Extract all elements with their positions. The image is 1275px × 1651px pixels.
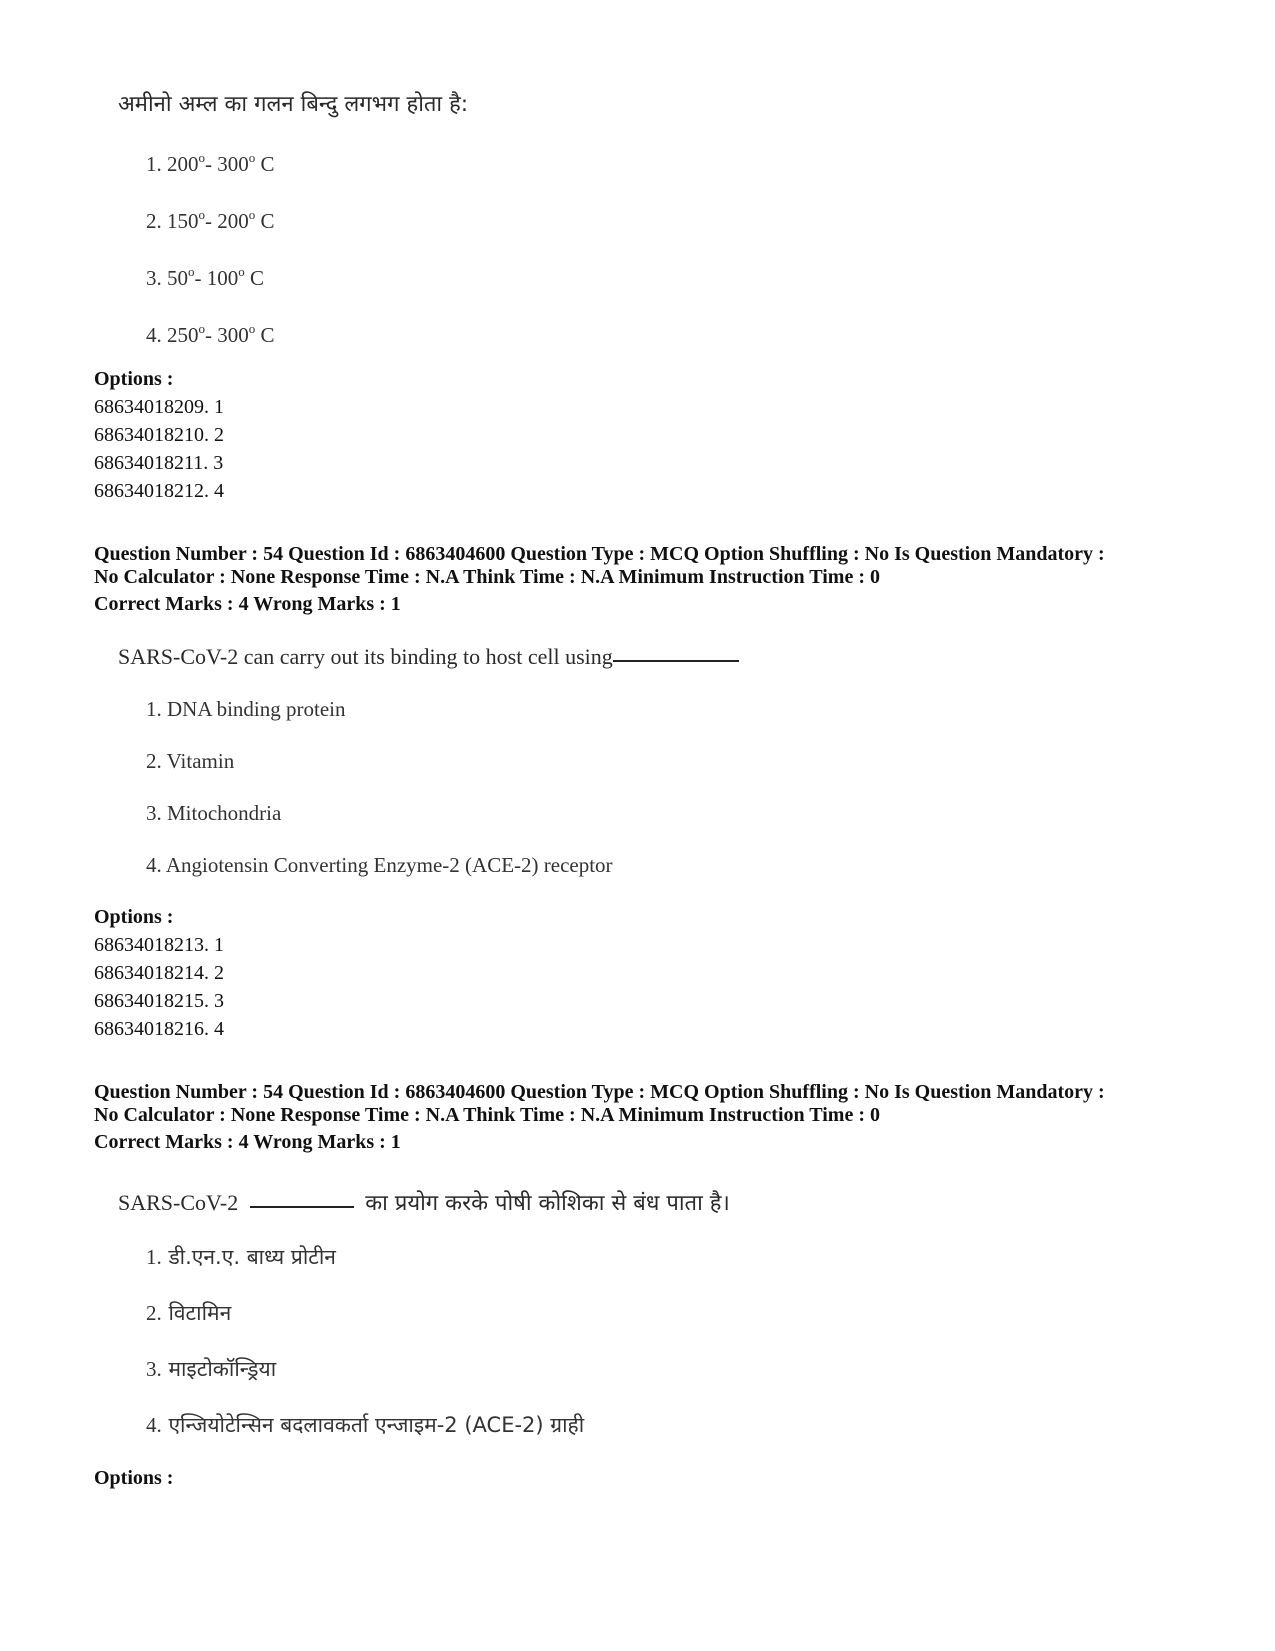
question-text-amino: अमीनो अम्ल का गलन बिन्दु लगभग होता है: [118, 92, 469, 117]
question-meta-line-2: No Calculator : None Response Time : N.A Think Time : N.A Minimum Instruction Time : 0 [94, 566, 880, 588]
degree-symbol: o [198, 150, 205, 165]
choice-1: 1. 200$^o$- 300$^o$ C [146, 150, 275, 176]
question-marks: Correct Marks : 4 Wrong Marks : 1 [94, 1131, 401, 1153]
option-id-line: 68634018214. 2 [94, 962, 224, 984]
option-id-line: 68634018215. 3 [94, 990, 224, 1012]
options-heading: Options : [94, 906, 174, 928]
choice-2: 2. 150$^o$- 200$^o$ C [146, 207, 275, 233]
fill-blank-line [613, 658, 739, 662]
option-id-line: 68634018209. 1 [94, 396, 224, 418]
choice-label: 2. [146, 209, 162, 233]
degree-symbol: o [198, 207, 205, 222]
choice-1: 1. डी.एन.ए. बाध्य प्रोटीन [146, 1245, 336, 1269]
choice-1: 1. DNA binding protein [146, 697, 346, 721]
degree-symbol: o [248, 321, 256, 336]
choice-label: 4. [146, 1413, 162, 1437]
option-id-line: 68634018216. 4 [94, 1018, 224, 1040]
choice-label: 4. [146, 853, 162, 877]
fill-blank-line [250, 1204, 354, 1208]
choice-label: 1. [146, 152, 162, 176]
choice-label: 2. [146, 749, 162, 773]
choice-label: 1. [146, 1245, 162, 1269]
choice-label: 3. [146, 266, 162, 290]
degree-symbol: o [188, 264, 195, 279]
choice-3: 3. 50$^o$- 100$^o$ C [146, 264, 265, 290]
question-marks: Correct Marks : 4 Wrong Marks : 1 [94, 593, 401, 615]
option-id-line: 68634018213. 1 [94, 934, 224, 956]
choice-4: 4. 250$^o$- 300$^o$ C [146, 321, 275, 347]
choice-label: 3. [146, 1357, 162, 1381]
choice-2: 2. Vitamin [146, 749, 235, 773]
question-text-sars-hi: SARS-CoV-2 का प्रयोग करके पोषी कोशिका से बंध पाता है। [118, 1190, 730, 1216]
question-text-sars-en: SARS-CoV-2 can carry out its binding to host cell using [118, 644, 739, 670]
option-id-line: 68634018211. 3 [94, 452, 224, 474]
choice-4: 4. Angiotensin Converting Enzyme-2 (ACE-2) receptor [146, 853, 613, 877]
question-meta-line-1: Question Number : 54 Question Id : 6863404600 Question Type : MCQ Option Shuffling : No Is Question Mandatory : [94, 543, 1105, 565]
choice-label: 2. [146, 1301, 162, 1325]
choice-4: 4. एन्जियोटेन्सिन बदलावकर्ता एन्जाइम-2 (ACE-2) ग्राही [146, 1413, 585, 1437]
option-id-line: 68634018212. 4 [94, 480, 224, 502]
choice-2: 2. विटामिन [146, 1301, 232, 1325]
options-heading: Options : [94, 1467, 174, 1489]
option-id-line: 68634018210. 2 [94, 424, 224, 446]
choice-label: 4. [146, 323, 162, 347]
choice-label: 1. [146, 697, 162, 721]
options-heading: Options : [94, 368, 174, 390]
choice-3: 3. Mitochondria [146, 801, 282, 825]
degree-symbol: o [248, 207, 256, 222]
degree-symbol: o [248, 150, 256, 165]
degree-symbol: o [238, 264, 245, 279]
choice-label: 3. [146, 801, 162, 825]
choice-3: 3. माइटोकॉन्ड्रिया [146, 1357, 277, 1381]
question-meta-line-1: Question Number : 54 Question Id : 6863404600 Question Type : MCQ Option Shuffling : No Is Question Mandatory : [94, 1081, 1105, 1103]
degree-symbol: o [198, 321, 205, 336]
question-meta-line-2: No Calculator : None Response Time : N.A Think Time : N.A Minimum Instruction Time : 0 [94, 1104, 880, 1126]
